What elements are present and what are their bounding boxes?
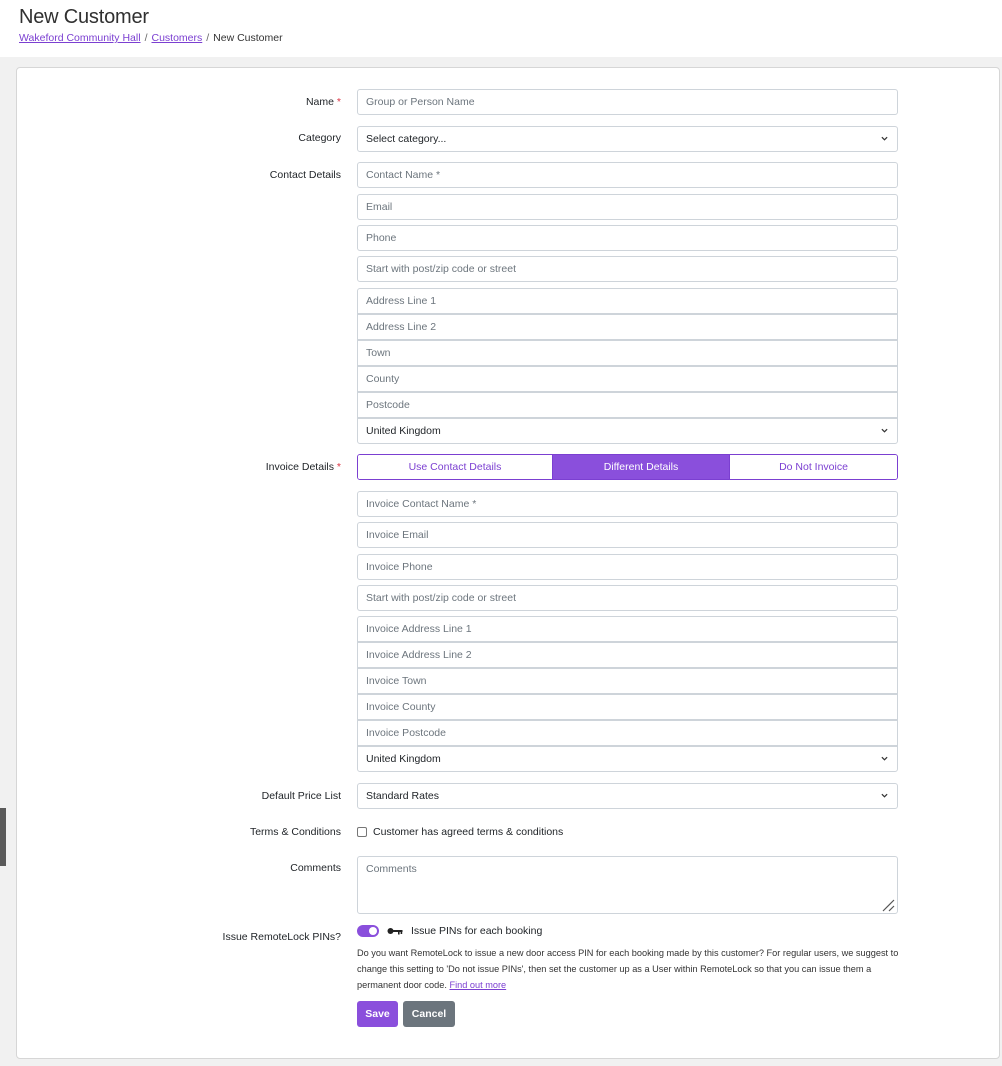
invoice-country-select[interactable]	[357, 746, 898, 772]
name-input[interactable]	[357, 89, 898, 115]
price-list-label: Default Price List	[261, 790, 341, 802]
email-input[interactable]	[357, 194, 898, 220]
cancel-button[interactable]: Cancel	[403, 1001, 455, 1027]
breadcrumb-customers-link[interactable]: Customers	[151, 32, 203, 44]
country-value: United Kingdom	[366, 425, 441, 437]
comments-textarea[interactable]	[357, 856, 898, 914]
price-list-select[interactable]	[357, 783, 898, 809]
page-header	[0, 0, 1002, 57]
chevron-down-icon	[881, 427, 888, 434]
invoice-town-input[interactable]	[357, 668, 898, 694]
comments-label: Comments	[290, 862, 341, 874]
invoice-address-lookup-input[interactable]	[357, 585, 898, 611]
address-line1-input[interactable]	[357, 288, 898, 314]
breadcrumb-hall-link[interactable]: Wakeford Community Hall	[19, 32, 141, 44]
terms-label: Terms & Conditions	[249, 826, 341, 838]
category-value: Select category...	[366, 133, 447, 145]
invoice-address-line1-input[interactable]	[357, 616, 898, 642]
invoice-phone-input[interactable]	[357, 554, 898, 580]
phone-input[interactable]	[357, 225, 898, 251]
find-out-more-link[interactable]: Find out more	[449, 980, 507, 990]
town-input[interactable]	[357, 340, 898, 366]
contact-details-label: Contact Details	[269, 169, 341, 181]
chevron-down-icon	[881, 135, 888, 142]
remotelock-option-label: Issue PINs for each booking	[411, 925, 543, 937]
key-icon	[387, 927, 403, 935]
county-input[interactable]	[357, 366, 898, 392]
save-button[interactable]: Save	[357, 1001, 398, 1027]
do-not-invoice-button[interactable]: Do Not Invoice	[729, 455, 897, 479]
chevron-down-icon	[881, 792, 888, 799]
invoice-mode-toggle	[357, 454, 898, 480]
remotelock-help-body: Do you want RemoteLock to issue a new door access PIN for each booking made by this customer? For regular users, we suggest to change this setting to 'Do not issue PINs', then set the customer up as a User within RemoteLock so that you can issue them a permanent door code.	[357, 948, 899, 990]
contact-name-input[interactable]	[357, 162, 898, 188]
side-scroll-handle[interactable]	[0, 808, 6, 866]
postcode-input[interactable]	[357, 392, 898, 418]
category-select[interactable]	[357, 126, 898, 152]
invoice-postcode-input[interactable]	[357, 720, 898, 746]
remotelock-help-text	[357, 945, 902, 993]
price-list-value: Standard Rates	[366, 790, 439, 802]
invoice-contact-name-input[interactable]	[357, 491, 898, 517]
terms-row	[357, 826, 563, 838]
terms-checkbox[interactable]	[357, 827, 367, 837]
name-label: Name *	[305, 96, 341, 108]
page-title: New Customer	[19, 6, 149, 28]
breadcrumb-current: New Customer	[213, 32, 283, 44]
invoice-email-input[interactable]	[357, 522, 898, 548]
chevron-down-icon	[881, 755, 888, 762]
invoice-details-label: Invoice Details *	[265, 461, 341, 473]
remotelock-toggle[interactable]	[357, 925, 379, 937]
remotelock-option-row	[357, 925, 542, 937]
invoice-address-line2-input[interactable]	[357, 642, 898, 668]
invoice-country-value: United Kingdom	[366, 753, 441, 765]
address-line2-input[interactable]	[357, 314, 898, 340]
invoice-county-input[interactable]	[357, 694, 898, 720]
category-label: Category	[298, 132, 341, 144]
address-lookup-input[interactable]	[357, 256, 898, 282]
resize-grip-icon[interactable]	[880, 897, 895, 912]
use-contact-details-button[interactable]: Use Contact Details	[358, 455, 552, 479]
remotelock-label: Issue RemoteLock PINs?	[222, 931, 341, 943]
breadcrumb: Wakeford Community Hall / Customers / New Customer	[19, 32, 283, 44]
terms-checkbox-label[interactable]: Customer has agreed terms & conditions	[373, 826, 564, 838]
different-details-button[interactable]: Different Details	[552, 455, 729, 479]
country-select[interactable]	[357, 418, 898, 444]
